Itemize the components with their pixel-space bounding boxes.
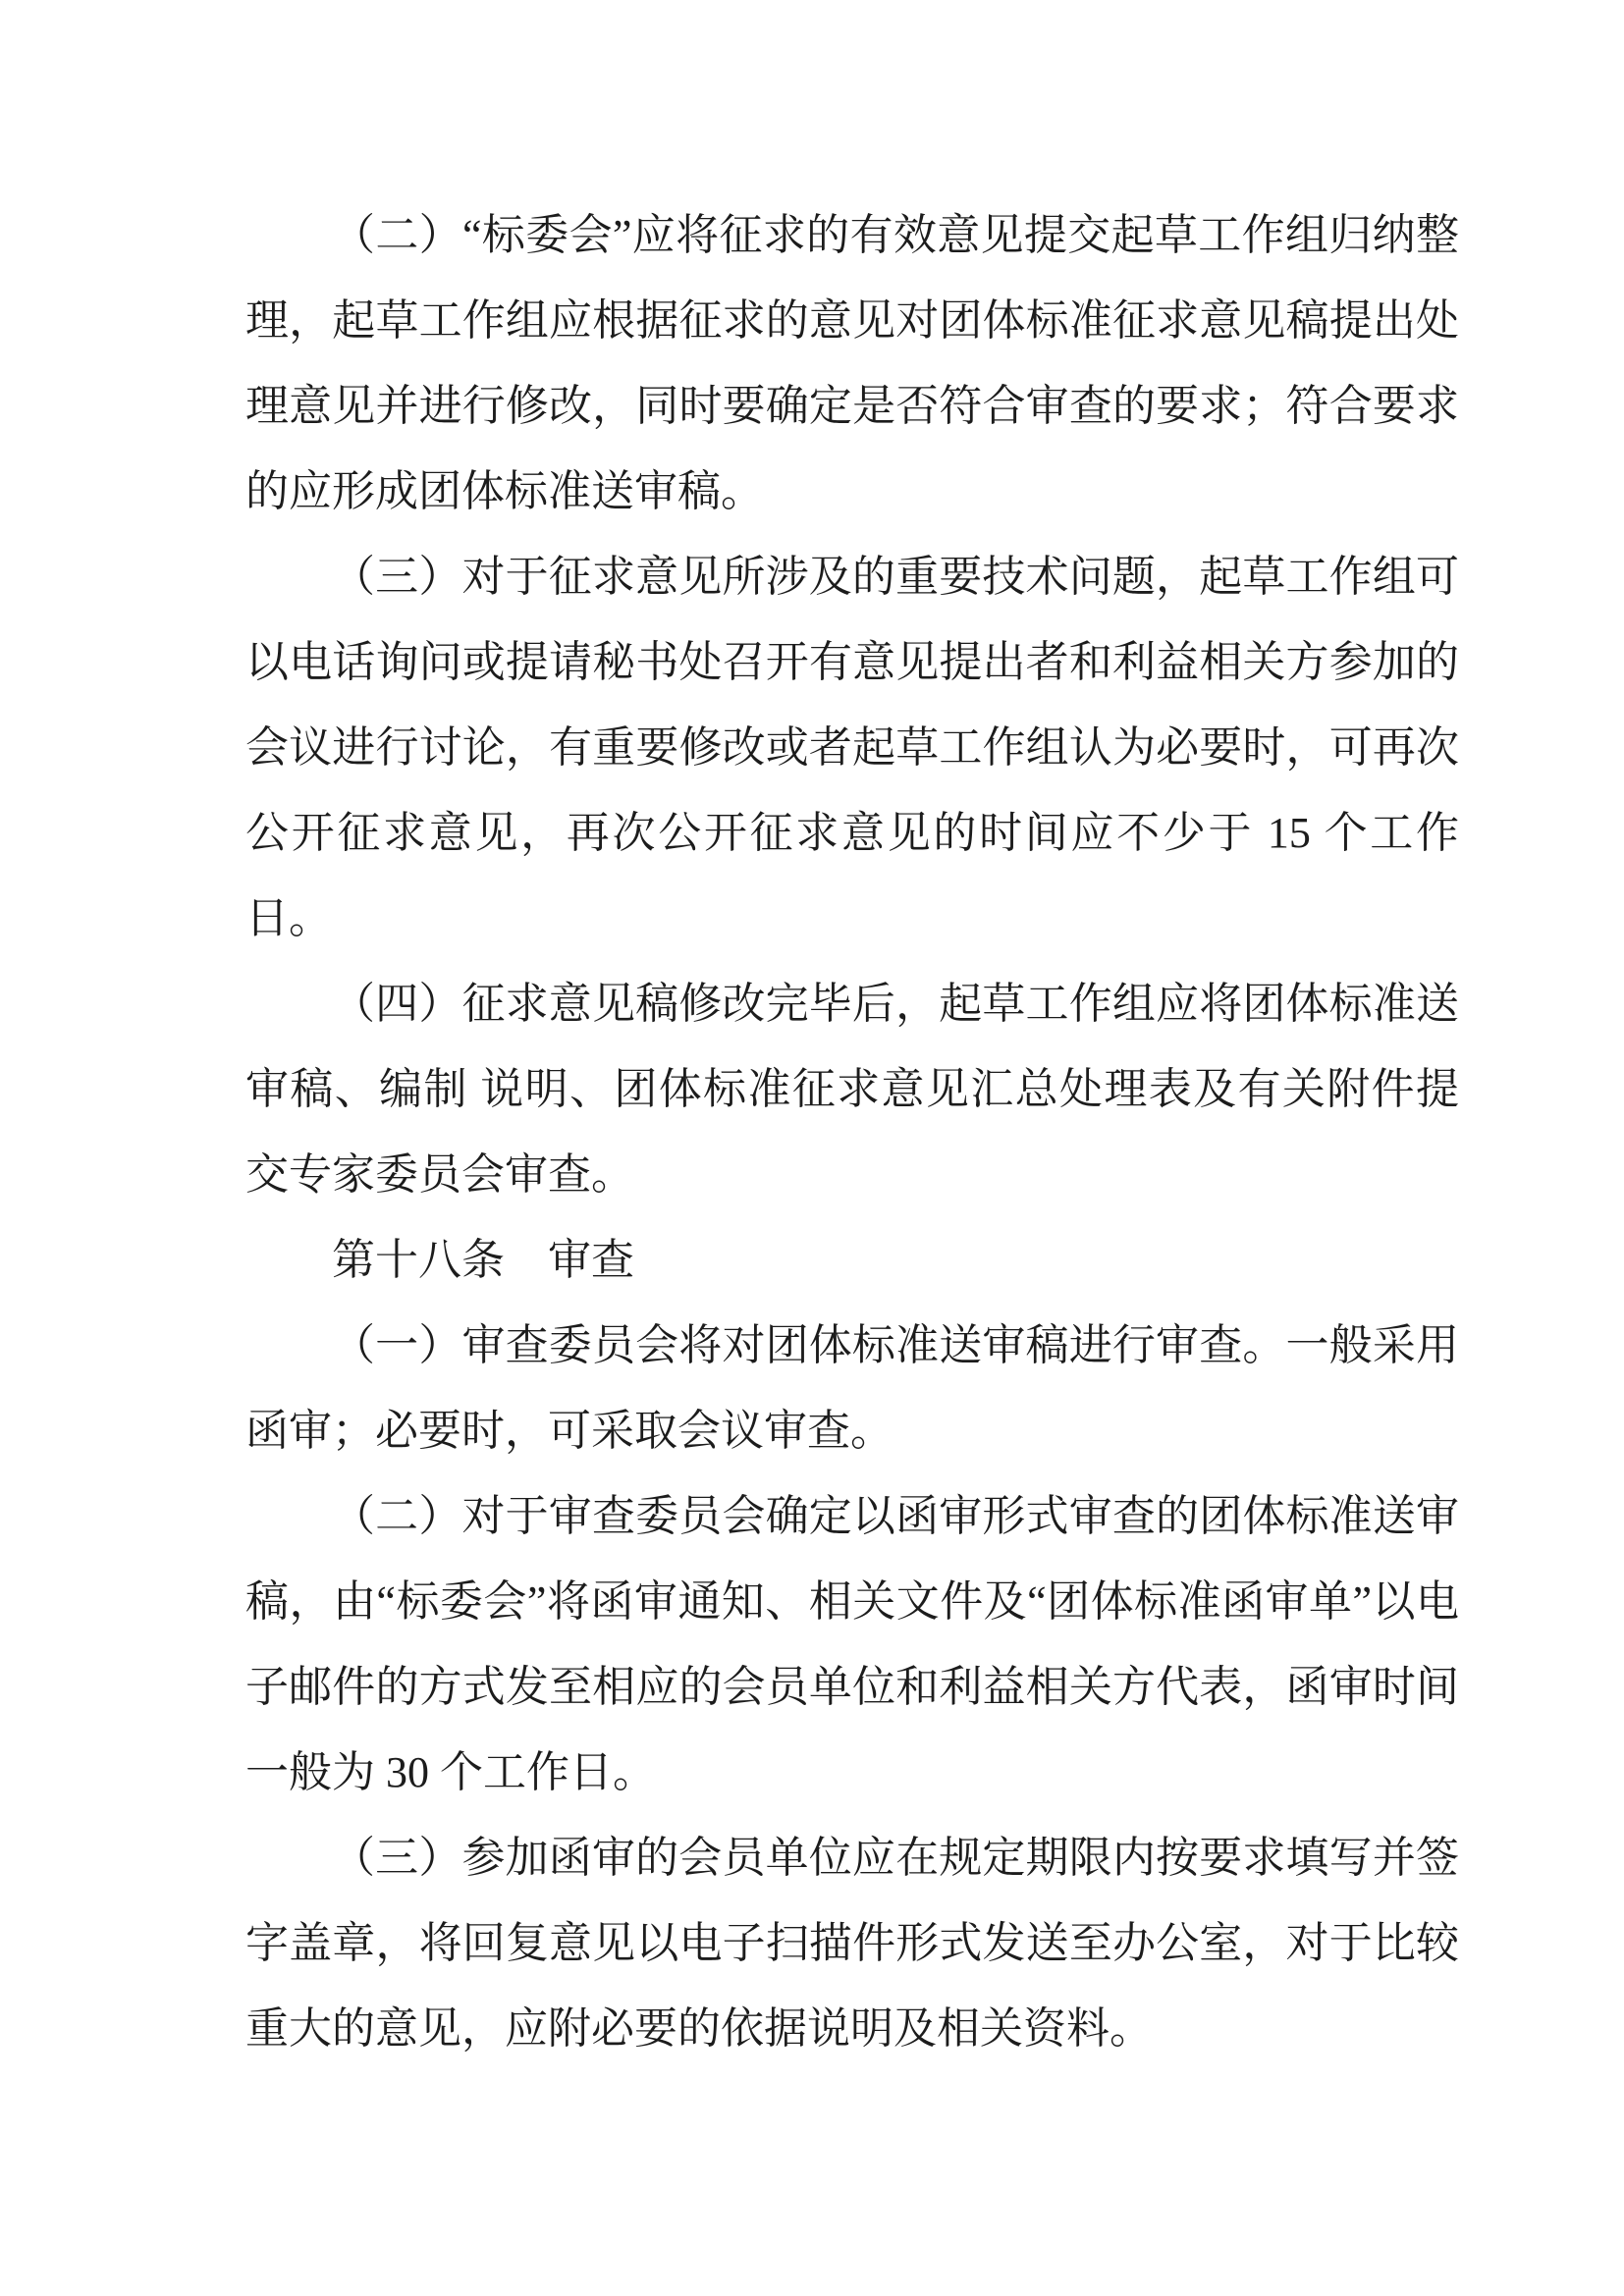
paragraph-clause-3: （三）对于征求意见所涉及的重要技术问题，起草工作组可以电话询问或提请秘书处召开有意见提出者和利益相关方参加的会议进行讨论，有重要修改或者起草工作组认为必要时，可再次公开征求意见，再次公开征求意见的时间应不少于 15 个工作日。 — [245, 553, 1459, 942]
paragraph-clause-2: （二）“标委会”应将征求的有效意见提交起草工作组归纳整理，起草工作组应根据征求的意见对团体标准征求意见稿提出处理意见并进行修改，同时要确定是否符合审查的要求；符合要求的应形成团体标准送审稿。 — [245, 211, 1459, 515]
article-18-heading: 第十八条 审查 — [332, 1236, 634, 1284]
document-body — [245, 192, 1459, 2071]
paragraph-clause-3-review: （三）参加函审的会员单位应在规定期限内按要求填写并签字盖章，将回复意见以电子扫描件形式发送至办公室，对于比较重大的意见，应附必要的依据说明及相关资料。 — [245, 1834, 1459, 2053]
paragraph-clause-1-review: （一）审查委员会将对团体标准送审稿进行审查。一般采用函审；必要时，可采取会议审查。 — [245, 1321, 1459, 1455]
paragraph-clause-4: （四）征求意见稿修改完毕后，起草工作组应将团体标准送审稿、编制 说明、团体标准征求意见汇总处理表及有关附件提交专家委员会审查。 — [245, 980, 1459, 1199]
paragraph-clause-2-review: （二）对于审查委员会确定以函审形式审查的团体标准送审稿，由“标委会”将函审通知、相关文件及“团体标准函审单”以电子邮件的方式发至相应的会员单位和利益相关方代表，函审时间一般为 30 个工作日。 — [245, 1492, 1459, 1796]
